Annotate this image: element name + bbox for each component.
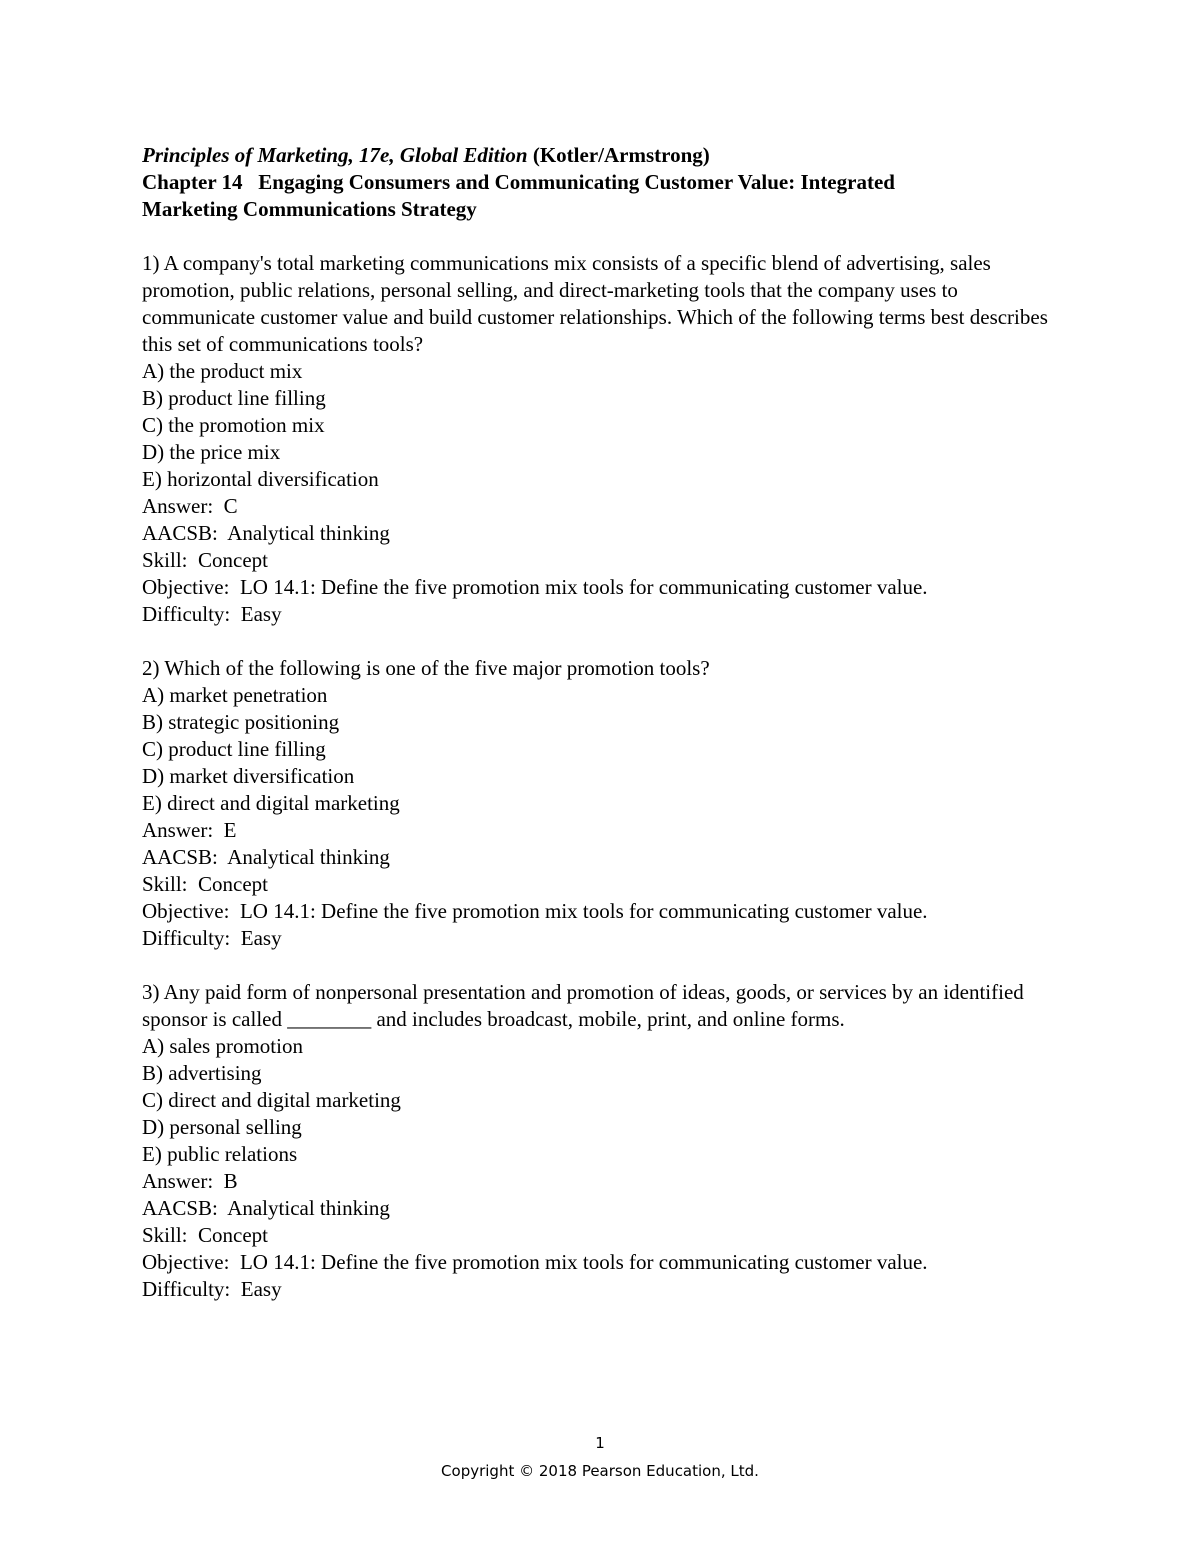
- option-d: D) personal selling: [142, 1115, 302, 1139]
- skill: Skill: Concept: [142, 548, 268, 572]
- option-b: B) advertising: [142, 1061, 262, 1085]
- option-a: A) market penetration: [142, 683, 328, 707]
- objective: Objective: LO 14.1: Define the five promotion mix tools for communicating customer value.: [142, 899, 928, 923]
- book-title-line: [142, 142, 1062, 169]
- option-b: B) product line filling: [142, 386, 326, 410]
- question-1: [142, 250, 1062, 628]
- aacsb: AACSB: Analytical thinking: [142, 521, 390, 545]
- option-c: C) product line filling: [142, 737, 326, 761]
- option-a: A) sales promotion: [142, 1034, 303, 1058]
- page-number: 1: [595, 1434, 605, 1452]
- difficulty: Difficulty: Easy: [142, 926, 282, 950]
- chapter-title-line-2: Marketing Communications Strategy: [142, 197, 477, 221]
- question-3: [142, 979, 1062, 1303]
- book-authors: (Kotler/Armstrong): [532, 143, 710, 167]
- question-stem: 3) Any paid form of nonpersonal presentation and promotion of ideas, goods, or services by an identified sponsor is called ________ and includes broadcast, mobile, print, and online forms.: [142, 980, 1024, 1031]
- skill: Skill: Concept: [142, 1223, 268, 1247]
- difficulty: Difficulty: Easy: [142, 1277, 282, 1301]
- answer: Answer: E: [142, 818, 237, 842]
- skill: Skill: Concept: [142, 872, 268, 896]
- objective: Objective: LO 14.1: Define the five promotion mix tools for communicating customer value.: [142, 575, 928, 599]
- option-d: D) the price mix: [142, 440, 281, 464]
- question-2: [142, 655, 1062, 952]
- option-e: E) horizontal diversification: [142, 467, 379, 491]
- objective: Objective: LO 14.1: Define the five promotion mix tools for communicating customer value.: [142, 1250, 928, 1274]
- document-page: [142, 142, 1062, 1303]
- option-b: B) strategic positioning: [142, 710, 340, 734]
- question-stem: 2) Which of the following is one of the five major promotion tools?: [142, 656, 710, 680]
- option-d: D) market diversification: [142, 764, 355, 788]
- aacsb: AACSB: Analytical thinking: [142, 845, 390, 869]
- answer: Answer: C: [142, 494, 238, 518]
- question-stem: 1) A company's total marketing communications mix consists of a specific blend of advertising, sales promotion, public relations, personal selling, and direct-marketing tools that the company uses to communicate customer value and build customer relationships. Which of the following terms best describes this set of communications tools?: [142, 251, 1048, 356]
- option-c: C) the promotion mix: [142, 413, 325, 437]
- answer: Answer: B: [142, 1169, 238, 1193]
- chapter-title-line-1: Chapter 14 Engaging Consumers and Communicating Customer Value: Integrated: [142, 170, 895, 194]
- option-c: C) direct and digital marketing: [142, 1088, 401, 1112]
- book-title: Principles of Marketing, 17e, Global Edition: [142, 143, 528, 167]
- option-e: E) public relations: [142, 1142, 298, 1166]
- option-e: E) direct and digital marketing: [142, 791, 400, 815]
- option-a: A) the product mix: [142, 359, 303, 383]
- copyright-notice: Copyright © 2018 Pearson Education, Ltd.: [441, 1462, 759, 1480]
- aacsb: AACSB: Analytical thinking: [142, 1196, 390, 1220]
- difficulty: Difficulty: Easy: [142, 602, 282, 626]
